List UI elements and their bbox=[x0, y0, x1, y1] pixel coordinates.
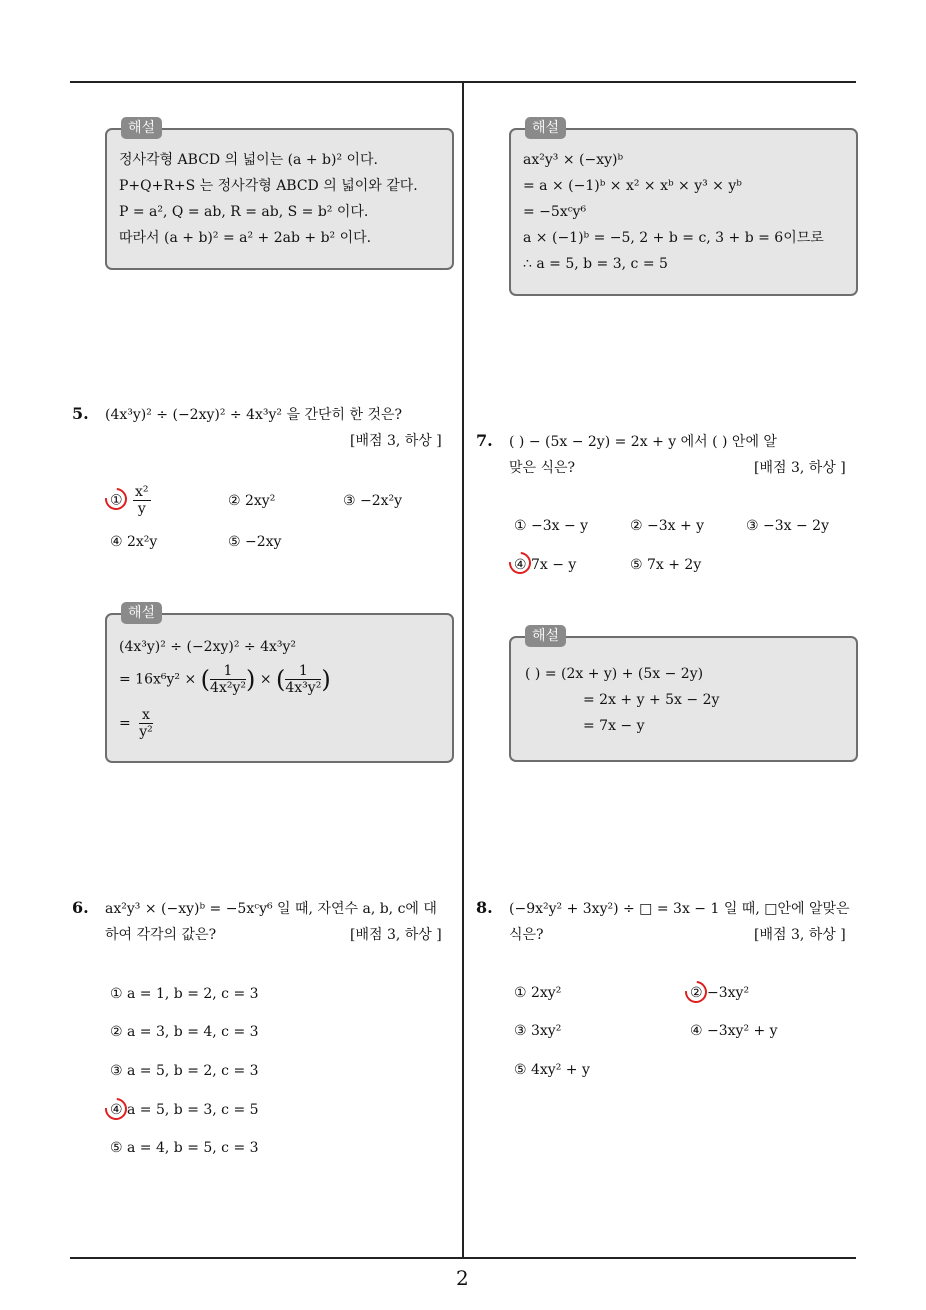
solution-line bbox=[119, 707, 153, 740]
question-5-text: (4x³y)² ÷ (−2xy)² ÷ 4x³y² 을 간단히 한 것은? bbox=[105, 407, 403, 423]
fraction-numerator: x² bbox=[135, 484, 149, 500]
question-7-score: [배점 3, 하상 ] bbox=[754, 460, 846, 476]
solution-line: = 16x⁶y² × ( $\frac{1}{\text{4x²y²}}$ ) × ( $\frac{1}{\text{4x³y²}}$ ) bbox=[119, 663, 331, 696]
question-8-text-line2: 식은? bbox=[509, 927, 544, 943]
solution-line: ( ) = (2x + y) + (5x − 2y) bbox=[525, 666, 704, 682]
question-5-score: [배점 3, 하상 ] bbox=[350, 433, 442, 449]
fraction-numerator: x bbox=[139, 707, 153, 724]
solution-line: = 7x − y bbox=[583, 718, 645, 734]
solution-line: ax²y³ × (−xy)ᵇ bbox=[523, 152, 624, 168]
solution-line: = −5xᶜy⁶ bbox=[523, 204, 587, 220]
column-divider bbox=[462, 83, 464, 1258]
fraction bbox=[285, 663, 321, 696]
q7-option-5[interactable]: ⑤ 7x + 2y bbox=[630, 557, 702, 573]
q5-option-2[interactable]: ② 2xy² bbox=[228, 493, 276, 509]
q6-option-2[interactable]: ② a = 3, b = 4, c = 3 bbox=[110, 1024, 259, 1040]
question-number-6: 6. bbox=[72, 898, 89, 917]
q6-option-5[interactable]: ⑤ a = 4, b = 5, c = 3 bbox=[110, 1140, 259, 1156]
solution-box-5 bbox=[105, 605, 454, 763]
q8-option-5[interactable]: ⑤ 4xy² + y bbox=[514, 1062, 590, 1078]
question-6-score: [배점 3, 하상 ] bbox=[350, 927, 442, 943]
question-number-8: 8. bbox=[476, 898, 493, 917]
solution-line: ∴ a = 5, b = 3, c = 5 bbox=[523, 256, 668, 272]
solution-line: = a × (−1)ᵇ × x² × xᵇ × y³ × yᵇ bbox=[523, 178, 742, 194]
page-number: 2 bbox=[456, 1266, 469, 1290]
solution-box-7 bbox=[509, 628, 858, 762]
question-8-text-line1: (−9x²y² + 3xy²) ÷ □ = 3x − 1 일 때, □안에 알맞은 bbox=[509, 901, 850, 917]
solution-label: 해설 bbox=[525, 117, 566, 139]
fraction-denominator: 4x³y² bbox=[285, 680, 322, 696]
solution-line: 따라서 (a + b)² = a² + 2ab + b² 이다. bbox=[119, 230, 372, 246]
q8-option-3[interactable]: ③ 3xy² bbox=[514, 1023, 562, 1039]
solution-box-4 bbox=[105, 120, 454, 270]
solution-label: 해설 bbox=[525, 625, 566, 647]
q8-option-2[interactable]: ② −3xy² bbox=[690, 985, 750, 1001]
fraction-denominator: y bbox=[137, 501, 146, 517]
fraction bbox=[210, 663, 246, 696]
fraction-numerator: 1 bbox=[285, 663, 321, 680]
question-7-text-line1: ( ) − (5x − 2y) = 2x + y 에서 ( ) 안에 알 bbox=[509, 434, 777, 450]
solution-line: a × (−1)ᵇ = −5, 2 + b = c, 3 + b = 6이므로 bbox=[523, 230, 824, 246]
question-6-text-line1: ax²y³ × (−xy)ᵇ = −5xᶜy⁶ 일 때, 자연수 a, b, c에 대 bbox=[105, 901, 437, 917]
question-6-text-line2: 하여 각각의 값은? bbox=[105, 927, 217, 943]
solution-label: 해설 bbox=[121, 117, 162, 139]
expression-part: = bbox=[119, 715, 131, 732]
q6-option-1[interactable]: ① a = 1, b = 2, c = 3 bbox=[110, 986, 259, 1002]
expression-part: = 16x⁶y² × bbox=[119, 671, 197, 688]
question-number-7: 7. bbox=[476, 431, 493, 450]
option-number: ① bbox=[110, 492, 123, 509]
q7-option-1[interactable]: ① −3x − y bbox=[514, 518, 589, 534]
solution-line: 정사각형 ABCD 의 넓이는 (a + b)² 이다. bbox=[119, 152, 379, 168]
bottom-rule bbox=[70, 1257, 856, 1259]
fraction-denominator: 4x²y² bbox=[210, 680, 246, 696]
question-7-text-line2: 맞은 식은? bbox=[509, 460, 576, 476]
question-number-5: 5. bbox=[72, 404, 89, 423]
q6-option-4[interactable]: ④ a = 5, b = 3, c = 5 bbox=[110, 1102, 259, 1118]
solution-line: (4x³y)² ÷ (−2xy)² ÷ 4x³y² bbox=[119, 639, 297, 655]
q7-option-4[interactable]: ④ 7x − y bbox=[514, 557, 577, 573]
fraction-numerator: 1 bbox=[210, 663, 246, 680]
fraction bbox=[133, 484, 151, 517]
fraction-denominator: y² bbox=[139, 724, 153, 740]
fraction bbox=[139, 707, 153, 740]
q5-option-4[interactable]: ④ 2x²y bbox=[110, 534, 158, 550]
solution-line: P = a², Q = ab, R = ab, S = b² 이다. bbox=[119, 204, 369, 220]
solution-label: 해설 bbox=[121, 602, 162, 624]
q6-option-3[interactable]: ③ a = 5, b = 2, c = 3 bbox=[110, 1063, 259, 1079]
q8-option-4[interactable]: ④ −3xy² + y bbox=[690, 1023, 778, 1039]
solution-box-6 bbox=[509, 120, 858, 296]
solution-line: = 2x + y + 5x − 2y bbox=[583, 692, 720, 708]
question-8-score: [배점 3, 하상 ] bbox=[754, 927, 846, 943]
q5-option-5[interactable]: ⑤ −2xy bbox=[228, 534, 282, 550]
solution-line: P+Q+R+S 는 정사각형 ABCD 의 넓이와 같다. bbox=[119, 178, 418, 194]
expression-part: × bbox=[259, 671, 272, 688]
q7-option-2[interactable]: ② −3x + y bbox=[630, 518, 705, 534]
q7-option-3[interactable]: ③ −3x − 2y bbox=[746, 518, 829, 534]
q5-option-3[interactable]: ③ −2x²y bbox=[343, 493, 403, 509]
q8-option-1[interactable]: ① 2xy² bbox=[514, 985, 562, 1001]
